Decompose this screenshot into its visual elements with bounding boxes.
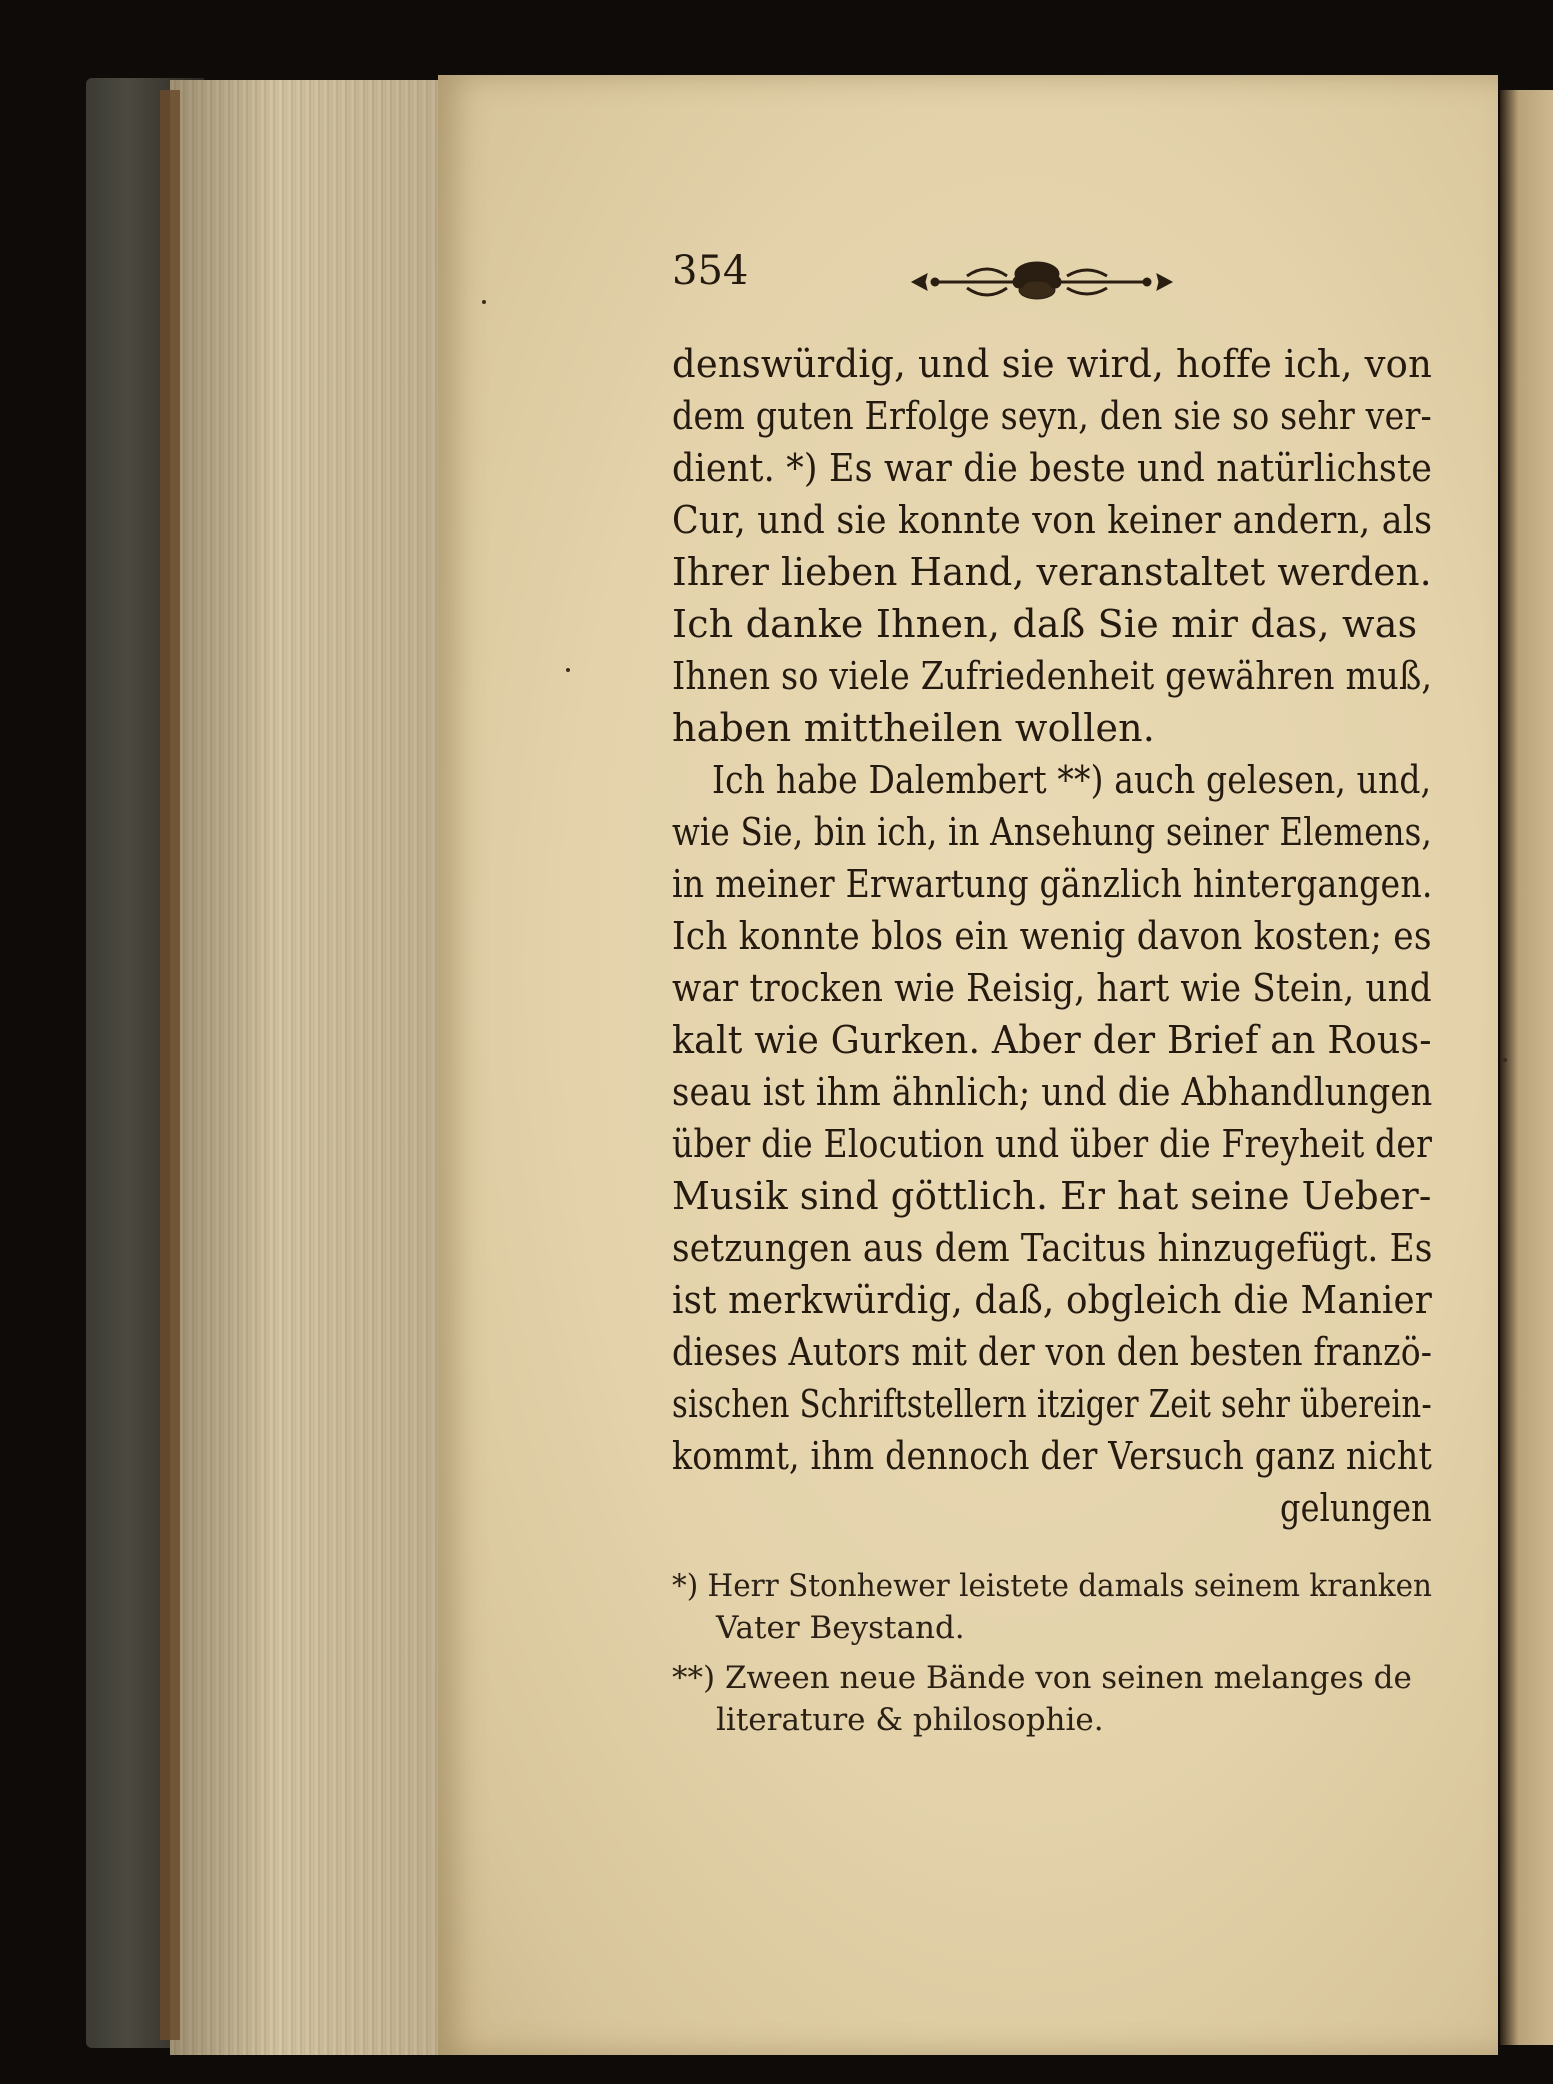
page-speck: [566, 668, 570, 672]
body-line: Ihrer lieben Hand, veranstaltet werden.: [672, 550, 1432, 594]
body-line: sischen Schriftstellern itziger Zeit sehr überein-: [672, 1382, 1432, 1426]
body-line: Musik sind göttlich. Er hat seine Ueber-: [672, 1174, 1432, 1218]
body-line: über die Elocution und über die Freyheit der: [672, 1122, 1433, 1166]
body-line: haben mittheilen wollen.: [672, 706, 1156, 750]
footnote-line: Vater Beystand.: [716, 1610, 965, 1646]
page-header: [672, 248, 1432, 318]
body-line: ist merkwürdig, daß, obgleich die Manier: [672, 1278, 1433, 1322]
page-speck: [482, 300, 486, 304]
body-line: dieses Autors mit der von den besten franzö-: [672, 1330, 1433, 1374]
body-line: Ihnen so viele Zufriedenheit gewähren muß,: [672, 654, 1433, 698]
body-line: setzungen aus dem Tacitus hinzugefügt. Es: [672, 1226, 1433, 1270]
body-line: in meiner Erwartung gänzlich hintergangen.: [672, 862, 1433, 906]
cover-binding-edge: [160, 90, 180, 2040]
footnote-line: **) Zween neue Bände von seinen melanges de: [672, 1660, 1412, 1696]
footnotes: [672, 1565, 1432, 1745]
catchword: gelungen: [1280, 1486, 1432, 1530]
body-line: dem guten Erfolge seyn, den sie so sehr ver-: [672, 394, 1432, 438]
body-line: kommt, ihm dennoch der Versuch ganz nicht: [672, 1434, 1432, 1478]
body-line: dient. *) Es war die beste und natürlichste: [672, 446, 1433, 490]
page-speck: [1503, 1058, 1507, 1062]
footnote-line: *) Herr Stonhewer leistete damals seinem kranken: [672, 1568, 1432, 1604]
body-line: seau ist ihm ähnlich; und die Abhandlungen: [672, 1070, 1433, 1114]
body-line: Ich konnte blos ein wenig davon kosten; es: [672, 914, 1432, 958]
body-line: war trocken wie Reisig, hart wie Stein, und: [672, 966, 1432, 1010]
body-line: denswürdig, und sie wird, hoffe ich, von: [672, 342, 1433, 386]
body-line: Ich habe Dalembert **) auch gelesen, und,: [712, 758, 1432, 802]
ornament-icon: [907, 252, 1177, 312]
page-number: 354: [672, 248, 749, 294]
body-line: kalt wie Gurken. Aber der Brief an Rous-: [672, 1018, 1432, 1062]
body-line: wie Sie, bin ich, in Ansehung seiner Elemens,: [672, 810, 1433, 854]
body-line: Ich danke Ihnen, daß Sie mir das, was: [672, 602, 1418, 646]
adjacent-page-edge: [1500, 90, 1553, 2045]
body-text: [672, 340, 1432, 1540]
footnote-line: literature & philosophie.: [716, 1702, 1104, 1738]
page-stack-shade: [170, 80, 440, 2055]
body-line: Cur, und sie konnte von keiner andern, als: [672, 498, 1433, 542]
